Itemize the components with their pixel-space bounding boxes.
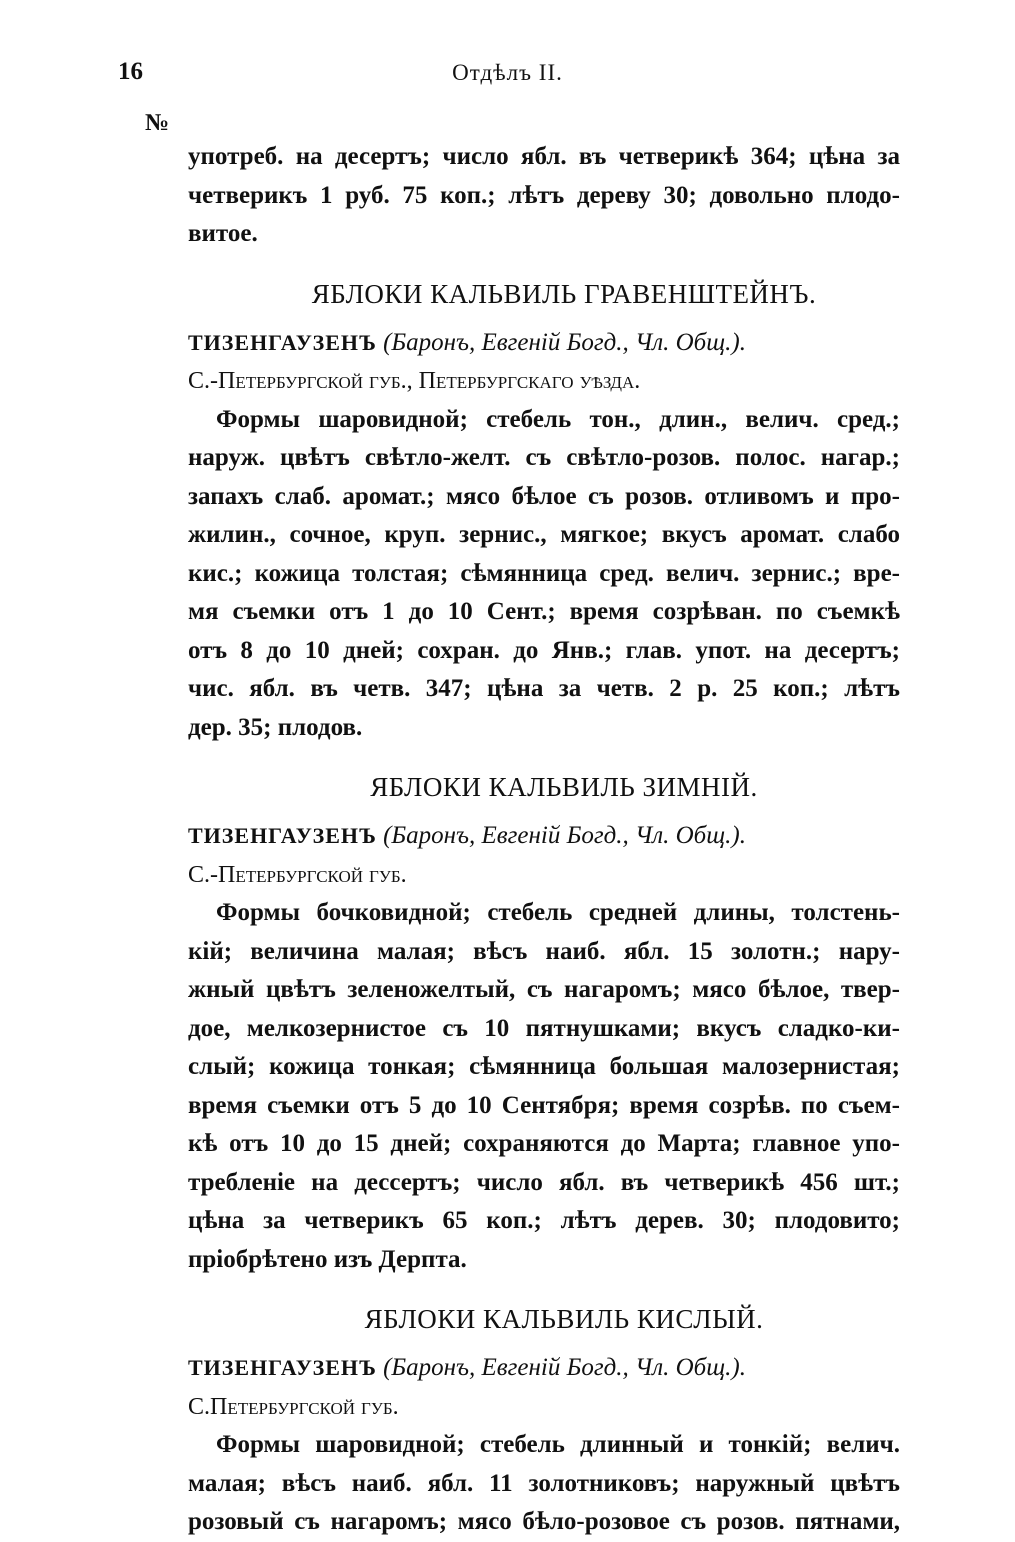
text-line: жилин., сочное, круп. зернис., мягкое; вкусъ аромат. слабо (188, 521, 900, 548)
text-line: чис. ябл. въ четв. 347; цѣна за четв. 2 р. 25 коп.; лѣтъ (188, 675, 900, 702)
text-line: требленіе на дессертъ; число ябл. въ четверикѣ 456 шт.; (188, 1168, 900, 1196)
text-line: розовый съ нагаромъ; мясо бѣло-розовое съ розов. пятнами, (188, 1508, 900, 1535)
text-line: витое. (188, 220, 258, 247)
number-mark: № (145, 110, 170, 136)
region-line: С.Петербургской губ. (188, 1393, 399, 1420)
continuation-paragraph (188, 138, 900, 254)
text-line: слый; кожица тонкая; сѣмянница большая малозернистая; (188, 1053, 900, 1080)
text-line: цѣна за четверикъ 65 коп.; лѣтъ дерев. 30; плодовито; (188, 1207, 900, 1234)
entry-heading: ЯБЛОКИ КАЛЬВИЛЬ ГРАВЕНШТЕЙНЪ. (311, 278, 817, 309)
author-detail: (Баронъ, Евгеній Богд., Чл. Общ.). (383, 822, 746, 849)
author-name: ТИЗЕНГАУЗЕНЪ (188, 823, 377, 848)
text-line: кис.; кожица толстая; сѣмянница сред. велич. зернис.; вре- (188, 559, 900, 587)
region-line: С.-Петербургской губ. (188, 861, 407, 888)
text-line: употреб. на десертъ; число ябл. въ четверикѣ 364; цѣна за (188, 143, 900, 170)
author-line (188, 1349, 900, 1388)
entry-gravenstein (188, 270, 900, 748)
text-line: наруж. цвѣтъ свѣтло-желт. съ свѣтло-розов. полос. нагар.; (188, 444, 900, 471)
text-line: кѣ отъ 10 до 15 дней; сохраняются до Марта; главное упо- (188, 1130, 900, 1157)
text-line: малая; вѣсъ наиб. ябл. 11 золотниковъ; наружный цвѣтъ (188, 1469, 900, 1497)
page-number: 16 (118, 58, 143, 85)
text-line: запахъ слаб. аромат.; мясо бѣлое съ розов. отливомъ и про- (188, 482, 900, 510)
text-line: Формы шаровидной; стебель тон., длин., велич. сред.; (216, 405, 900, 433)
author-name: ТИЗЕНГАУЗЕНЪ (188, 329, 377, 355)
text-line: отъ 8 до 10 дней; сохран. до Янв.; глав. упот. на десертъ; (188, 636, 900, 664)
text-line: кій; величина малая; вѣсъ наиб. ябл. 15 золотн.; нару- (188, 937, 900, 965)
text-line: дое, мелкозернистое съ 10 пятнушками; вкусъ сладко-ки- (188, 1014, 900, 1042)
author-line (188, 817, 900, 856)
text-line: Формы бочковидной; стебель средней длины, толстень- (216, 899, 900, 926)
entry-heading: ЯБЛОКИ КАЛЬВИЛЬ КИСЛЫЙ. (364, 1304, 764, 1334)
author-detail: (Баронъ, Евгеній Богд., Чл. Общ.). (383, 1354, 746, 1381)
text-line: время съемки отъ 5 до 10 Сентября; время созрѣв. по съем- (188, 1091, 900, 1119)
text-line: четверикъ 1 руб. 75 коп.; лѣтъ дереву 30; довольно плодо- (188, 181, 900, 209)
text-line: Формы шаровидной; стебель длинный и тонкій; велич. (216, 1431, 900, 1458)
text-line: пріобрѣтено изъ Дерпта. (188, 1245, 467, 1273)
author-name: ТИЗЕНГАУЗЕНЪ (188, 1355, 377, 1380)
text-line: мя съемки отъ 1 до 10 Сент.; время созрѣван. по съемкѣ (188, 598, 900, 625)
page-content (188, 138, 900, 1542)
region-line: С.-Петербургской губ., Петербургскаго уѣзда. (188, 368, 641, 394)
author-detail: (Баронъ, Евгеній Богд., Чл. Общ.). (383, 328, 746, 356)
running-title: Отдѣлъ II. (452, 60, 563, 85)
author-line (188, 324, 900, 363)
text-line: жный цвѣтъ зеленожелтый, съ нагаромъ; мясо бѣлое, твер- (188, 976, 900, 1003)
text-line: дер. 35; плодов. (188, 713, 363, 741)
entry-heading: ЯБЛОКИ КАЛЬВИЛЬ ЗИМНІЙ. (370, 772, 758, 802)
entry-winter-calville (188, 763, 900, 1279)
